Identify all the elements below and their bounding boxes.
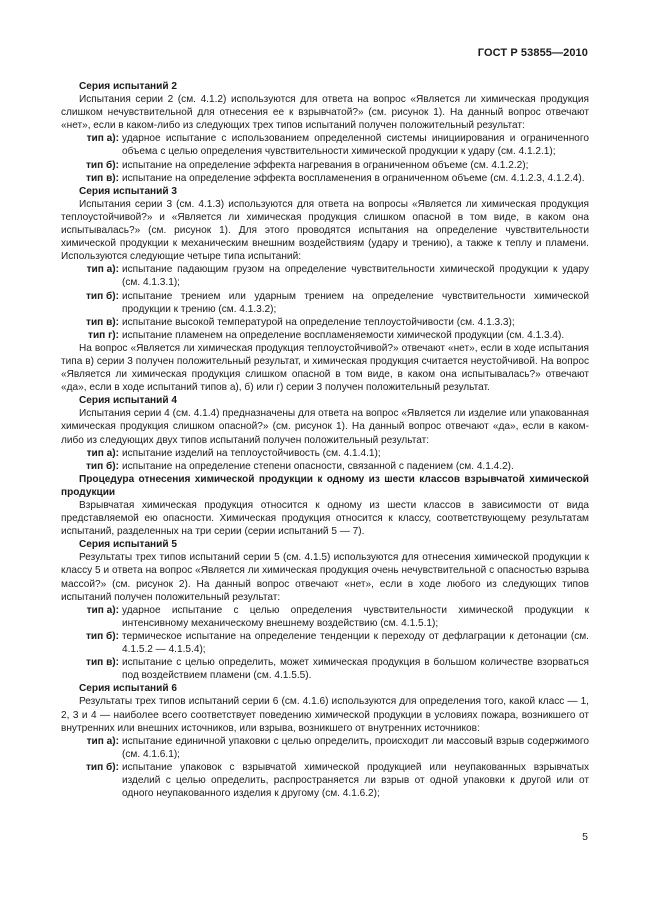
test-item [61, 447, 589, 460]
test-type-label: тип а): [86, 735, 119, 747]
series-3-note: На вопрос «Является ли химическая продукция теплоустойчивой?» отвечают «нет», если в ходе испытания типа в) серии 3 получен положительный результат, и химическая продукция считается неустойчивой. На вопрос «Является ли химическая продукция слишком опасной в том виде, в каком она испытывалась?» отвечают «да», если в ходе испытаний типов а), б) или г) серии 3 получен положительный результат. [61, 342, 589, 394]
test-type-text: испытание изделий на теплоустойчивость (см. 4.1.4.1); [122, 447, 381, 459]
test-type-label: тип в): [86, 172, 119, 184]
series-4-intro: Испытания серии 4 (см. 4.1.4) предназначены для ответа на вопрос «Является ли изделие или упакованная химическая продукция слишком опасной?» (см. рисунок 1). На данный вопрос отвечают «да», если в каком-либо из следующих двух типов испытаний получен положительный результат: [61, 408, 589, 446]
test-type-label: тип г): [88, 329, 119, 341]
test-item [61, 761, 589, 800]
procedure-heading: Процедура отнесения химической продукции к одному из шести классов взрывчатой химической продукции [61, 473, 589, 498]
test-item [61, 132, 589, 158]
test-type-text: испытание с целью определить, может химическая продукция в большом количестве взорваться под воздействием пламени (см. 4.1.5.5). [122, 657, 589, 682]
test-type-label: тип б): [85, 290, 119, 302]
test-type-text: испытание на определение эффекта воспламенения в ограниченном объеме (см. 4.1.2.3, 4.1.2.4). [122, 172, 585, 184]
test-type-text: испытание на определение степени опасности, связанной с падением (см. 4.1.4.2). [122, 460, 514, 472]
test-type-text: испытание пламенем на определение воспламеняемости химической продукции (см. 4.1.3.4). [122, 329, 565, 341]
test-item [61, 604, 589, 630]
test-item [61, 656, 589, 682]
page-content [61, 80, 589, 800]
test-type-label: тип а): [86, 604, 119, 616]
series-2-heading: Серия испытаний 2 [79, 81, 177, 92]
test-type-text: термическое испытание на определение тенденции к переходу от дефлаграции к детонации (см. 4.1.5.2 — 4.1.5.4); [122, 630, 589, 656]
series-6-intro: Результаты трех типов испытаний серии 6 (см. 4.1.6) используются для определения того, какой класс — 1, 2, 3 и 4 — наиболее всего соответствует поведению химической продукции в условиях пожара, возникшего от внутренних или внешних источников, или взрыва, возникшего от внутренних источников: [61, 696, 589, 734]
test-item [61, 735, 589, 761]
test-type-text: испытание на определение эффекта нагревания в ограниченном объеме (см. 4.1.2.2); [122, 159, 529, 171]
test-type-label: тип а): [86, 264, 119, 276]
page-number: 5 [582, 831, 588, 843]
test-type-label: тип б): [85, 159, 119, 171]
test-type-text: испытание высокой температурой на определение теплоустойчивости (см. 4.1.3.3); [122, 316, 515, 328]
test-type-label: тип б): [85, 460, 119, 472]
test-item [61, 460, 589, 473]
test-type-text: испытание падающим грузом на определение чувствительности химической продукции к удару (см. 4.1.3.1); [122, 264, 589, 289]
test-type-text: испытание упаковок с взрывчатой химической продукцией или неупакованных взрывчатых изделий с целью определить, распространяется ли взрыв от одной упаковки к другой или от одного неупакованного изделия к другому (см. 4.1.6.2); [122, 761, 589, 800]
test-type-label: тип в): [86, 316, 119, 328]
series-5-intro: Результаты трех типов испытаний серии 5 (см. 4.1.5) используются для отнесения химической продукции к классу 5 и ответа на вопрос «Является ли химическая продукция очень нечувствительной с опасностью взрыва массой?» (см. рисунок 2). На данный вопрос отвечают «нет», если в ходе любого из следующих типов испытаний получен положительный результат: [61, 552, 589, 603]
test-type-label: тип а): [86, 447, 119, 459]
series-6-heading: Серия испытаний 6 [79, 683, 177, 695]
procedure-text: Взрывчатая химическая продукция относится к одному из шести классов в зависимости от вида представляемой ею опасности. Химическая продукция относится к классу, соответствующему результатам испытаний, разделенных на три серии (серии испытаний 5 — 7). [61, 500, 589, 538]
test-item [61, 159, 589, 172]
series-5-heading: Серия испытаний 5 [79, 539, 177, 551]
series-3-heading: Серия испытаний 3 [79, 185, 177, 197]
test-type-label: тип б): [85, 630, 119, 642]
test-item [61, 172, 589, 185]
series-2-intro: Испытания серии 2 (см. 4.1.2) используются для ответа на вопрос «Является ли химическая продукция слишком нечувствительной для отнесения ее к взрывчатой?» (см. рисунок 1). На данный вопрос отвечают «нет», если в каком-либо из следующих трех типов испытаний получен положительный результат: [61, 94, 589, 132]
test-item [61, 630, 589, 656]
test-type-text: ударное испытание с целью определения чувствительности химической продукции к интенсивному механическому внешнему воздействию (см. 4.1.5.1); [122, 604, 589, 629]
series-3-intro: Испытания серии 3 (см. 4.1.3) используются для ответа на вопросы «Является ли химическая продукция теплоустойчивой?» и «Является ли химическая продукция слишком опасной в том виде, в каком она испытывалась?» (см. рисунок 1). Для этого проводятся испытания на определение чувствительности химической продукции к механическим внешним воздействиям (удару и трению), а также к теплу и пламени. Используются следующие четыре типа испытаний: [61, 198, 589, 263]
test-type-label: тип а): [86, 133, 119, 145]
test-item [61, 290, 589, 316]
series-4-heading: Серия испытаний 4 [79, 395, 177, 407]
test-type-text: ударное испытание с использованием определенной системы инициирования и ограниченного объема с целью определения чувствительности химической продукции к удару (см. 4.1.2.1); [122, 133, 589, 158]
test-type-label: тип б): [85, 761, 119, 773]
test-item [61, 316, 589, 329]
test-type-label: тип в): [86, 657, 119, 669]
standard-number: ГОСТ Р 53855—2010 [477, 47, 588, 59]
test-item [61, 263, 589, 289]
test-type-text: испытание единичной упаковки с целью определить, происходит ли массовый взрыв содержимого (см. 4.1.6.1); [122, 735, 589, 760]
test-item [61, 329, 589, 342]
test-type-text: испытание трением или ударным трением на определение чувствительности химической продукции к трению (см. 4.1.3.2); [122, 290, 589, 315]
